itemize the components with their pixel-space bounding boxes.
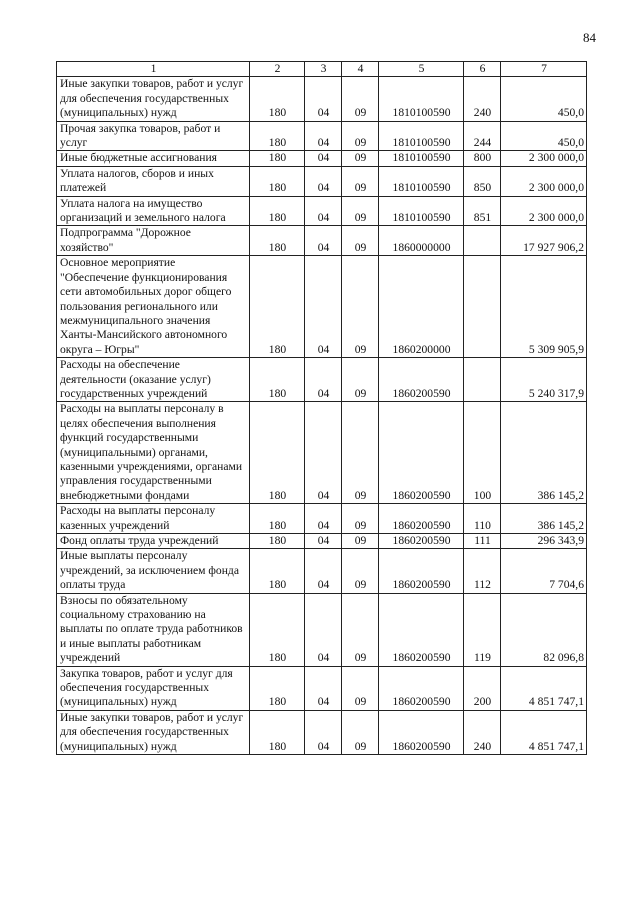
subsection-cell: 09 [342, 196, 379, 226]
item-name-cell: Расходы на выплаты персоналу казенных учреждений [57, 504, 250, 534]
section-cell: 04 [305, 504, 342, 534]
column-header: 4 [342, 62, 379, 77]
table-row [57, 402, 587, 504]
target-article-cell: 1860200590 [379, 358, 464, 402]
expense-type-cell: 110 [464, 504, 501, 534]
target-article-cell: 1860200590 [379, 666, 464, 710]
item-name-cell: Прочая закупка товаров, работ и услуг [57, 121, 250, 151]
table-row [57, 77, 587, 121]
subsection-cell: 09 [342, 121, 379, 151]
item-name-cell: Иные выплаты персоналу учреждений, за исключением фонда оплаты труда [57, 549, 250, 593]
target-article-cell: 1860200590 [379, 710, 464, 754]
subsection-cell: 09 [342, 77, 379, 121]
column-header: 1 [57, 62, 250, 77]
subsection-cell: 09 [342, 666, 379, 710]
amount-cell: 296 343,9 [501, 534, 587, 549]
subsection-cell: 09 [342, 504, 379, 534]
table-row [57, 534, 587, 549]
subsection-cell: 09 [342, 710, 379, 754]
column-header: 5 [379, 62, 464, 77]
item-name-cell: Подпрограмма "Дорожное хозяйство" [57, 226, 250, 256]
amount-cell: 386 145,2 [501, 402, 587, 504]
target-article-cell: 1810100590 [379, 196, 464, 226]
expense-type-cell [464, 358, 501, 402]
amount-cell: 5 240 317,9 [501, 358, 587, 402]
item-name-cell: Фонд оплаты труда учреждений [57, 534, 250, 549]
amount-cell: 450,0 [501, 77, 587, 121]
budget-table [56, 61, 587, 755]
amount-cell: 2 300 000,0 [501, 166, 587, 196]
section-cell: 04 [305, 121, 342, 151]
subsection-cell: 09 [342, 151, 379, 166]
expense-type-cell [464, 226, 501, 256]
subsection-cell: 09 [342, 358, 379, 402]
admin-code-cell: 180 [250, 196, 305, 226]
amount-cell: 386 145,2 [501, 504, 587, 534]
section-cell: 04 [305, 549, 342, 593]
target-article-cell: 1860200590 [379, 549, 464, 593]
column-header: 7 [501, 62, 587, 77]
section-cell: 04 [305, 77, 342, 121]
amount-cell: 2 300 000,0 [501, 151, 587, 166]
item-name-cell: Иные закупки товаров, работ и услуг для обеспечения государственных (муниципальных) нужд [57, 77, 250, 121]
table-row [57, 166, 587, 196]
amount-cell: 4 851 747,1 [501, 710, 587, 754]
admin-code-cell: 180 [250, 666, 305, 710]
table-row [57, 666, 587, 710]
page-number: 84 [583, 30, 596, 45]
expense-type-cell: 851 [464, 196, 501, 226]
admin-code-cell: 180 [250, 534, 305, 549]
item-name-cell: Расходы на обеспечение деятельности (оказание услуг) государственных учреждений [57, 358, 250, 402]
item-name-cell: Уплата налога на имущество организаций и земельного налога [57, 196, 250, 226]
table-row [57, 358, 587, 402]
table-row [57, 256, 587, 358]
target-article-cell: 1860200590 [379, 504, 464, 534]
table-row [57, 710, 587, 754]
table-row [57, 151, 587, 166]
table-row [57, 549, 587, 593]
section-cell: 04 [305, 593, 342, 666]
admin-code-cell: 180 [250, 151, 305, 166]
section-cell: 04 [305, 196, 342, 226]
item-name-cell: Расходы на выплаты персоналу в целях обеспечения выполнения функций государственными (муниципальными) органами, казенными учреждениями, органами управления государственными внебюджетными фондами [57, 402, 250, 504]
column-header: 6 [464, 62, 501, 77]
admin-code-cell: 180 [250, 593, 305, 666]
subsection-cell: 09 [342, 256, 379, 358]
target-article-cell: 1810100590 [379, 166, 464, 196]
subsection-cell: 09 [342, 226, 379, 256]
admin-code-cell: 180 [250, 121, 305, 151]
expense-type-cell: 100 [464, 402, 501, 504]
amount-cell: 2 300 000,0 [501, 196, 587, 226]
subsection-cell: 09 [342, 593, 379, 666]
amount-cell: 82 096,8 [501, 593, 587, 666]
admin-code-cell: 180 [250, 166, 305, 196]
admin-code-cell: 180 [250, 358, 305, 402]
amount-cell: 450,0 [501, 121, 587, 151]
item-name-cell: Закупка товаров, работ и услуг для обеспечения государственных (муниципальных) нужд [57, 666, 250, 710]
subsection-cell: 09 [342, 166, 379, 196]
item-name-cell: Взносы по обязательному социальному страхованию на выплаты по оплате труда работников и иные выплаты работникам учреждений [57, 593, 250, 666]
admin-code-cell: 180 [250, 549, 305, 593]
expense-type-cell: 240 [464, 710, 501, 754]
table-row [57, 196, 587, 226]
expense-type-cell [464, 256, 501, 358]
item-name-cell: Иные бюджетные ассигнования [57, 151, 250, 166]
target-article-cell: 1860200000 [379, 256, 464, 358]
target-article-cell: 1810100590 [379, 151, 464, 166]
section-cell: 04 [305, 358, 342, 402]
target-article-cell: 1860000000 [379, 226, 464, 256]
section-cell: 04 [305, 710, 342, 754]
subsection-cell: 09 [342, 402, 379, 504]
subsection-cell: 09 [342, 534, 379, 549]
table-row [57, 504, 587, 534]
admin-code-cell: 180 [250, 710, 305, 754]
target-article-cell: 1860200590 [379, 534, 464, 549]
admin-code-cell: 180 [250, 504, 305, 534]
expense-type-cell: 112 [464, 549, 501, 593]
admin-code-cell: 180 [250, 226, 305, 256]
item-name-cell: Иные закупки товаров, работ и услуг для обеспечения государственных (муниципальных) нужд [57, 710, 250, 754]
amount-cell: 5 309 905,9 [501, 256, 587, 358]
section-cell: 04 [305, 256, 342, 358]
column-header: 3 [305, 62, 342, 77]
expense-type-cell: 200 [464, 666, 501, 710]
column-header: 2 [250, 62, 305, 77]
expense-type-cell: 240 [464, 77, 501, 121]
section-cell: 04 [305, 226, 342, 256]
section-cell: 04 [305, 151, 342, 166]
target-article-cell: 1860200590 [379, 402, 464, 504]
amount-cell: 4 851 747,1 [501, 666, 587, 710]
subsection-cell: 09 [342, 549, 379, 593]
admin-code-cell: 180 [250, 256, 305, 358]
section-cell: 04 [305, 166, 342, 196]
target-article-cell: 1860200590 [379, 593, 464, 666]
item-name-cell: Основное мероприятие "Обеспечение функционирования сети автомобильных дорог общего пользования регионального или межмуниципального значения Ханты-Мансийского автономного округа – Югры" [57, 256, 250, 358]
section-cell: 04 [305, 402, 342, 504]
item-name-cell: Уплата налогов, сборов и иных платежей [57, 166, 250, 196]
expense-type-cell: 111 [464, 534, 501, 549]
admin-code-cell: 180 [250, 402, 305, 504]
amount-cell: 7 704,6 [501, 549, 587, 593]
expense-type-cell: 800 [464, 151, 501, 166]
target-article-cell: 1810100590 [379, 77, 464, 121]
target-article-cell: 1810100590 [379, 121, 464, 151]
section-cell: 04 [305, 666, 342, 710]
expense-type-cell: 119 [464, 593, 501, 666]
table-row [57, 593, 587, 666]
amount-cell: 17 927 906,2 [501, 226, 587, 256]
table-row [57, 226, 587, 256]
expense-type-cell: 244 [464, 121, 501, 151]
admin-code-cell: 180 [250, 77, 305, 121]
table-row [57, 121, 587, 151]
expense-type-cell: 850 [464, 166, 501, 196]
section-cell: 04 [305, 534, 342, 549]
table-header-row [57, 62, 587, 77]
